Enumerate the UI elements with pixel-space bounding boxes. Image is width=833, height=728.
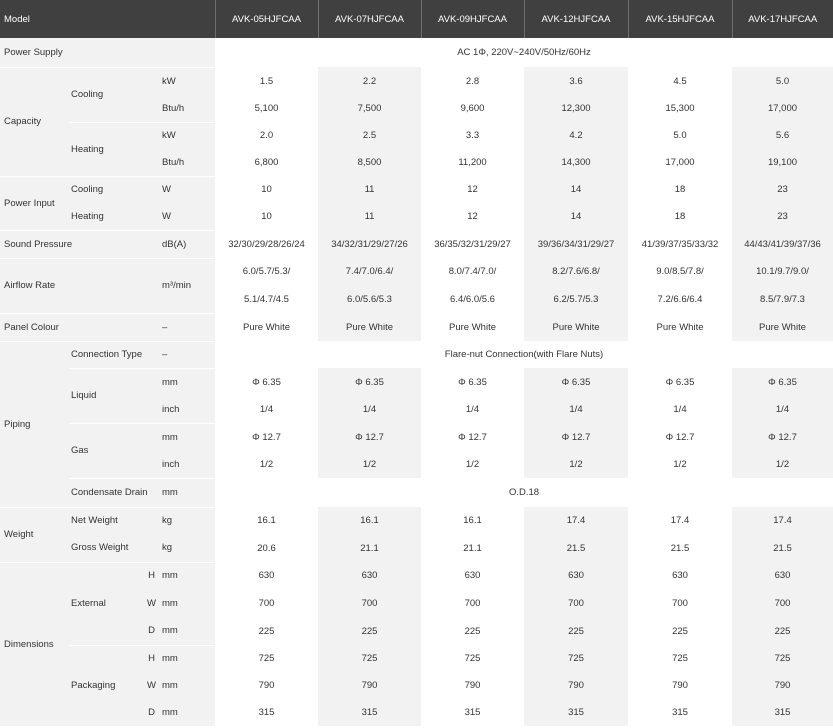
value-cell: 4.5 xyxy=(673,75,687,87)
value-cell: 790 xyxy=(318,672,421,699)
value-cell: 6.0/5.7/5.3/ xyxy=(242,266,291,277)
value-cell: 225 xyxy=(524,617,628,645)
value-cell: 1.5 xyxy=(259,75,274,87)
value-cell: 23 xyxy=(732,203,833,230)
dim-letter: W xyxy=(147,672,160,699)
dim-letter: H xyxy=(147,562,160,589)
value-cell: 14 xyxy=(524,203,628,230)
value-cell: 700 xyxy=(732,589,833,617)
value-cell: 790 xyxy=(464,680,481,691)
value-cell: 1/2 xyxy=(259,459,274,470)
piping-liquid-mm-row xyxy=(0,368,833,396)
gas-label: Gas xyxy=(69,423,160,478)
value-cell: 700 xyxy=(258,597,275,609)
value-cell: 225 xyxy=(464,625,481,637)
value-cell: 1/4 xyxy=(732,396,833,423)
value-cell: 21.1 xyxy=(463,542,482,554)
value-cell: Φ 12.7 xyxy=(458,431,487,443)
unit-cell: Btu/h xyxy=(160,95,215,122)
capacity-heating-kw-row xyxy=(0,122,833,149)
value-cell: 11 xyxy=(318,176,421,203)
value-cell: 1/2 xyxy=(524,451,628,478)
value-cell: 700 xyxy=(672,597,688,609)
value-cell: 36/35/32/31/29/27 xyxy=(434,238,511,250)
value-cell: 225 xyxy=(318,617,421,645)
value-cell: 15,300 xyxy=(665,103,695,114)
value-cell: 7.4/7.0/6.4/ xyxy=(318,258,421,285)
value-cell: 3.3 xyxy=(465,130,480,141)
value-cell: 700 xyxy=(318,589,421,617)
power-supply-label: Power Supply xyxy=(0,38,215,67)
unit-cell: kg xyxy=(160,534,215,562)
model-header: Model xyxy=(0,0,215,38)
value-cell: 17.4 xyxy=(732,507,833,534)
value-cell: 790 xyxy=(732,672,833,699)
value-cell: 725 xyxy=(524,645,628,672)
value-cell: 1/4 xyxy=(465,404,480,415)
dim-letter: H xyxy=(147,645,160,672)
value-cell: Φ 6.35 xyxy=(732,368,833,396)
value-cell: 700 xyxy=(464,597,481,609)
weight-gross-row xyxy=(0,534,833,562)
value-cell: 5.1/4.7/4.5 xyxy=(244,293,289,305)
unit-cell: mm xyxy=(160,699,215,726)
model-col-2: AVK-07HJFCAA xyxy=(318,0,421,38)
value-cell: 3.6 xyxy=(524,67,628,95)
capacity-label: Capacity xyxy=(0,67,69,176)
value-cell: 315 xyxy=(672,707,688,718)
value-cell: 21.5 xyxy=(524,534,628,562)
value-cell: 1/2 xyxy=(465,459,480,470)
model-col-6: AVK-17HJFCAA xyxy=(732,0,833,38)
power-input-label: Power Input xyxy=(0,176,69,230)
value-cell: 2.5 xyxy=(318,122,421,149)
value-cell: 7.2/6.6/6.4 xyxy=(657,293,703,305)
value-cell: 725 xyxy=(732,645,833,672)
value-cell: 16.1 xyxy=(463,515,482,526)
value-cell: 6.2/5.7/5.3 xyxy=(524,285,628,313)
value-cell: 725 xyxy=(464,653,481,664)
power-input-heating-label: Heating xyxy=(69,203,160,230)
value-cell: 700 xyxy=(524,589,628,617)
value-cell: 44/43/41/39/37/36 xyxy=(732,230,833,258)
sound-pressure-label: Sound Pressure xyxy=(0,230,160,258)
piping-connection-row xyxy=(0,341,833,368)
value-cell: 14,300 xyxy=(524,149,628,176)
value-cell: 9,600 xyxy=(460,103,485,114)
value-cell: 17,000 xyxy=(732,95,833,122)
unit-cell: mm xyxy=(160,562,215,589)
value-cell: 21.5 xyxy=(732,534,833,562)
dim-packaging-h-row xyxy=(0,645,833,672)
unit-cell: kW xyxy=(160,67,215,95)
dim-external-h-row xyxy=(0,562,833,589)
value-cell: 4.2 xyxy=(524,122,628,149)
value-cell: 17.4 xyxy=(670,515,690,526)
value-cell: 225 xyxy=(732,617,833,645)
value-cell: 20.6 xyxy=(257,542,276,554)
value-cell: 9.0/8.5/7.8/ xyxy=(656,266,704,277)
dim-letter: D xyxy=(147,699,160,726)
value-cell: 630 xyxy=(258,570,275,581)
unit-cell: mm xyxy=(160,617,215,645)
value-cell: 19,100 xyxy=(732,149,833,176)
value-cell: Φ 12.7 xyxy=(524,423,628,451)
value-cell: Φ 12.7 xyxy=(665,431,695,443)
model-col-3: AVK-09HJFCAA xyxy=(421,0,524,38)
value-cell: 725 xyxy=(672,653,688,664)
value-cell: 34/32/31/29/27/26 xyxy=(318,230,421,258)
value-cell: 2.2 xyxy=(318,67,421,95)
piping-gas-mm-row xyxy=(0,423,833,451)
value-cell: 315 xyxy=(318,699,421,726)
net-weight-label: Net Weight xyxy=(69,507,160,534)
weight-label: Weight xyxy=(0,507,69,562)
value-cell: 1/4 xyxy=(673,404,687,415)
value-cell: Pure White xyxy=(732,313,833,341)
connection-type-value: Flare-nut Connection(with Flare Nuts) xyxy=(215,341,833,368)
value-cell: 18 xyxy=(674,211,686,222)
sound-pressure-row xyxy=(0,230,833,258)
value-cell: 6.0/5.6/5.3 xyxy=(318,285,421,313)
liquid-label: Liquid xyxy=(69,368,160,423)
value-cell: 8.0/7.4/7.0/ xyxy=(448,266,497,277)
value-cell: 630 xyxy=(524,562,628,589)
value-cell: 12 xyxy=(467,184,478,195)
value-cell: 315 xyxy=(464,707,481,718)
value-cell: 17,000 xyxy=(665,157,695,168)
value-cell: 5,100 xyxy=(254,103,279,114)
value-cell: 790 xyxy=(524,672,628,699)
value-cell: 630 xyxy=(732,562,833,589)
unit-cell: mm xyxy=(160,645,215,672)
unit-cell: m³/min xyxy=(160,258,215,313)
header-row xyxy=(0,0,833,38)
power-input-cooling-label: Cooling xyxy=(69,176,160,203)
value-cell: 39/36/34/31/29/27 xyxy=(524,230,628,258)
value-cell: 23 xyxy=(732,176,833,203)
value-cell: 790 xyxy=(258,680,275,691)
capacity-cooling-label: Cooling xyxy=(69,67,160,122)
value-cell: 10 xyxy=(261,184,272,195)
value-cell: Φ 6.35 xyxy=(318,368,421,396)
value-cell: Pure White xyxy=(524,313,628,341)
unit-cell: mm xyxy=(160,423,215,451)
value-cell: 1/4 xyxy=(318,396,421,423)
value-cell: 2.8 xyxy=(465,75,480,87)
power-input-cooling-row xyxy=(0,176,833,203)
value-cell: 2.0 xyxy=(259,130,274,141)
dimensions-label: Dimensions xyxy=(0,562,69,726)
dim-letter: W xyxy=(147,589,160,617)
value-cell: 315 xyxy=(524,699,628,726)
value-cell: 225 xyxy=(672,625,688,637)
packaging-label: Packaging xyxy=(69,645,147,726)
value-cell: 16.1 xyxy=(257,515,276,526)
value-cell: 7,500 xyxy=(318,95,421,122)
value-cell: 8.2/7.6/6.8/ xyxy=(524,258,628,285)
value-cell: 10.1/9.7/9.0/ xyxy=(732,258,833,285)
value-cell: 14 xyxy=(524,176,628,203)
piping-drain-row xyxy=(0,478,833,507)
value-cell: 6,800 xyxy=(254,157,279,168)
value-cell: 630 xyxy=(464,570,481,581)
unit-cell: W xyxy=(160,176,215,203)
airflow-label: Airflow Rate xyxy=(0,258,160,313)
power-supply-value: AC 1Φ, 220V~240V/50Hz/60Hz xyxy=(215,38,833,67)
value-cell: 1/2 xyxy=(673,459,687,470)
value-cell: 21.5 xyxy=(670,542,690,554)
value-cell: Φ 12.7 xyxy=(252,431,281,443)
unit-cell: mm xyxy=(160,478,215,507)
model-col-4: AVK-12HJFCAA xyxy=(524,0,628,38)
value-cell: 12,300 xyxy=(524,95,628,122)
value-cell: 1/4 xyxy=(259,404,274,415)
value-cell: 41/39/37/35/33/32 xyxy=(641,238,719,250)
model-col-1: AVK-05HJFCAA xyxy=(215,0,318,38)
value-cell: 725 xyxy=(258,653,275,664)
dim-letter: D xyxy=(147,617,160,645)
unit-cell: mm xyxy=(160,672,215,699)
value-cell: 1/4 xyxy=(524,396,628,423)
panel-colour-label: Panel Colour xyxy=(0,313,160,341)
unit-cell: inch xyxy=(160,396,215,423)
value-cell: 5.0 xyxy=(673,130,687,141)
capacity-heating-label: Heating xyxy=(69,122,160,176)
value-cell: 5.0 xyxy=(732,67,833,95)
value-cell: 725 xyxy=(318,645,421,672)
external-label: External xyxy=(69,562,147,645)
airflow-row-1 xyxy=(0,258,833,285)
value-cell: 8.5/7.9/7.3 xyxy=(732,285,833,313)
unit-cell: – xyxy=(160,313,215,341)
value-cell: Φ 6.35 xyxy=(524,368,628,396)
value-cell: 225 xyxy=(258,625,275,637)
value-cell: 8,500 xyxy=(318,149,421,176)
condensate-drain-label: Condensate Drain xyxy=(69,478,160,507)
value-cell: 1/2 xyxy=(318,451,421,478)
unit-cell: dB(A) xyxy=(160,230,215,258)
panel-colour-row xyxy=(0,313,833,341)
value-cell: Pure White xyxy=(318,313,421,341)
power-input-heating-row xyxy=(0,203,833,230)
value-cell: 630 xyxy=(318,562,421,589)
unit-cell: Btu/h xyxy=(160,149,215,176)
value-cell: 10 xyxy=(261,211,272,222)
value-cell: Φ 12.7 xyxy=(318,423,421,451)
unit-cell: mm xyxy=(160,589,215,617)
value-cell: Φ 6.35 xyxy=(252,376,281,388)
value-cell: 315 xyxy=(732,699,833,726)
value-cell: Φ 6.35 xyxy=(665,376,695,388)
model-col-5: AVK-15HJFCAA xyxy=(628,0,732,38)
unit-cell: mm xyxy=(160,368,215,396)
value-cell: 32/30/29/28/26/24 xyxy=(228,238,305,250)
value-cell: 21.1 xyxy=(318,534,421,562)
value-cell: 630 xyxy=(672,570,688,581)
unit-cell: kW xyxy=(160,122,215,149)
condensate-drain-value: O.D.18 xyxy=(215,478,833,507)
value-cell: 1/2 xyxy=(732,451,833,478)
unit-cell: inch xyxy=(160,451,215,478)
weight-net-row xyxy=(0,507,833,534)
unit-cell: – xyxy=(160,341,215,368)
gross-weight-label: Gross Weight xyxy=(69,534,160,562)
piping-label: Piping xyxy=(0,341,69,507)
value-cell: 5.6 xyxy=(732,122,833,149)
value-cell: Φ 12.7 xyxy=(732,423,833,451)
power-supply-row xyxy=(0,38,833,67)
value-cell: Φ 6.35 xyxy=(458,376,487,388)
unit-cell: kg xyxy=(160,507,215,534)
connection-type-label: Connection Type xyxy=(69,341,160,368)
capacity-cooling-kw-row xyxy=(0,67,833,95)
value-cell: 6.4/6.0/5.6 xyxy=(450,293,495,305)
value-cell: 12 xyxy=(467,211,478,222)
unit-cell: W xyxy=(160,203,215,230)
value-cell: Pure White xyxy=(243,321,290,333)
value-cell: Pure White xyxy=(656,321,704,333)
value-cell: 315 xyxy=(258,707,275,718)
value-cell: 11 xyxy=(318,203,421,230)
value-cell: 11,200 xyxy=(458,157,487,168)
value-cell: 790 xyxy=(672,680,688,691)
value-cell: 17.4 xyxy=(524,507,628,534)
value-cell: 16.1 xyxy=(318,507,421,534)
value-cell: Pure White xyxy=(449,321,496,333)
value-cell: 18 xyxy=(674,184,686,195)
